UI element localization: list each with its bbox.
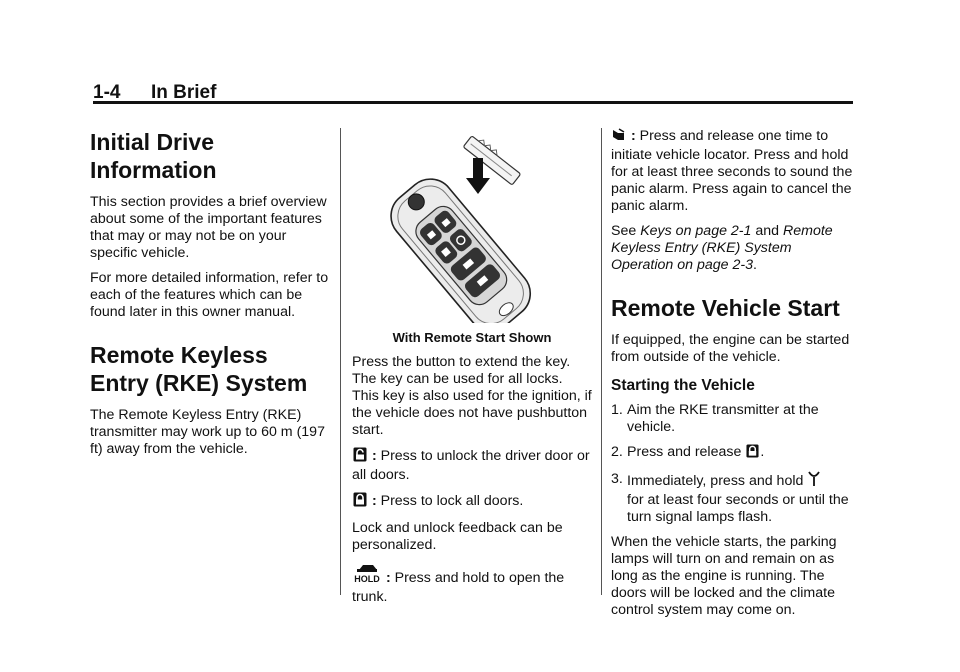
reference-rke-operation[interactable]: Remote Keyless Entry (RKE) System Operation on page 2-3 xyxy=(611,223,833,273)
step-text-continued: for at least four seconds or until the turn signal lamps flash. xyxy=(627,492,849,525)
paragraph: When the vehicle starts, the parking lamps will turn on and remain on as long as the engine is running. The doors will be locked and the climate control system may come on. xyxy=(611,534,837,618)
paragraph: If equipped, the engine can be started from outside of the vehicle. xyxy=(611,332,850,365)
panic-horn-icon xyxy=(612,128,626,147)
trunk-icon xyxy=(353,562,381,589)
unlock-icon xyxy=(353,447,367,467)
page-number: 1-4 xyxy=(93,82,121,103)
lock-icon xyxy=(353,492,367,512)
reference-keys[interactable]: Keys on page 2-1 xyxy=(640,223,752,239)
paragraph: Lock and unlock feedback can be personalized. xyxy=(352,520,563,553)
heading-rke-system: Remote Keyless Entry (RKE) System xyxy=(90,342,308,396)
panic-text: Press and release one time to initiate vehicle locator. Press and hold for at least three seconds to sound the panic alarm. Press again to cancel the panic alarm. xyxy=(611,128,853,214)
lock-description: : Press to lock all doors. xyxy=(352,492,592,512)
page-header xyxy=(93,80,853,104)
paragraph: Press the button to extend the key. The key can be used for all locks. This key is also used for the ignition, if the vehicle does not have pushbutton start. xyxy=(352,354,592,438)
trunk-description: HOLD : Press and hold to open the trunk. xyxy=(352,562,592,606)
step-2 xyxy=(611,444,856,463)
remote-start-icon xyxy=(808,471,820,492)
heading-remote-start: Remote Vehicle Start xyxy=(611,295,840,321)
paragraph: For more detailed information, refer to each of the features which can be found later in this owner manual. xyxy=(90,270,329,320)
step-text: Immediately, press and hold xyxy=(627,473,804,489)
paragraph: This section provides a brief overview about some of the important features that may or may not be on your specific vehicle. xyxy=(90,194,327,261)
lock-text: Press to lock all doors. xyxy=(380,493,524,509)
step-number: 3. xyxy=(611,471,623,487)
paragraph: The Remote Keyless Entry (RKE) transmitter may work up to 60 m (197 ft) away from the vehicle. xyxy=(90,407,325,457)
trunk-text: Press and hold to open the trunk. xyxy=(352,570,565,605)
see-prefix: See xyxy=(611,223,637,239)
column-divider xyxy=(340,128,341,595)
step-number: 2. xyxy=(611,444,623,460)
panic-description: : Press and release one time to initiate vehicle locator. Press and hold for at least three seconds to sound the panic alarm. Press again to cancel the panic alarm. xyxy=(611,128,853,214)
svg-text:HOLD: HOLD xyxy=(354,574,380,584)
unlock-text: Press to unlock the driver door or all doors. xyxy=(352,448,590,483)
see-and: and xyxy=(755,223,780,239)
key-fob-drawing xyxy=(352,128,592,323)
step-1 xyxy=(611,402,856,436)
unlock-description: : Press to unlock the driver door or all doors. xyxy=(352,448,590,483)
figure-caption: With Remote Start Shown xyxy=(392,330,552,345)
step-text: Aim the RKE transmitter at the vehicle. xyxy=(627,402,819,435)
step-end: . xyxy=(760,444,765,460)
section-title: In Brief xyxy=(151,82,217,103)
column-1 xyxy=(90,128,330,466)
step-number: 1. xyxy=(611,402,623,418)
see-end: . xyxy=(752,257,757,273)
see-references xyxy=(611,223,856,274)
column-3 xyxy=(611,128,856,627)
heading-starting-vehicle: Starting the Vehicle xyxy=(611,377,755,394)
column-2 xyxy=(352,128,592,614)
key-fob-illustration xyxy=(352,128,592,323)
step-text: Press and release xyxy=(627,444,742,460)
step-3 xyxy=(611,471,856,526)
column-divider xyxy=(601,128,602,595)
lock-icon xyxy=(746,444,759,463)
heading-initial-drive: Initial Drive Information xyxy=(90,129,217,183)
